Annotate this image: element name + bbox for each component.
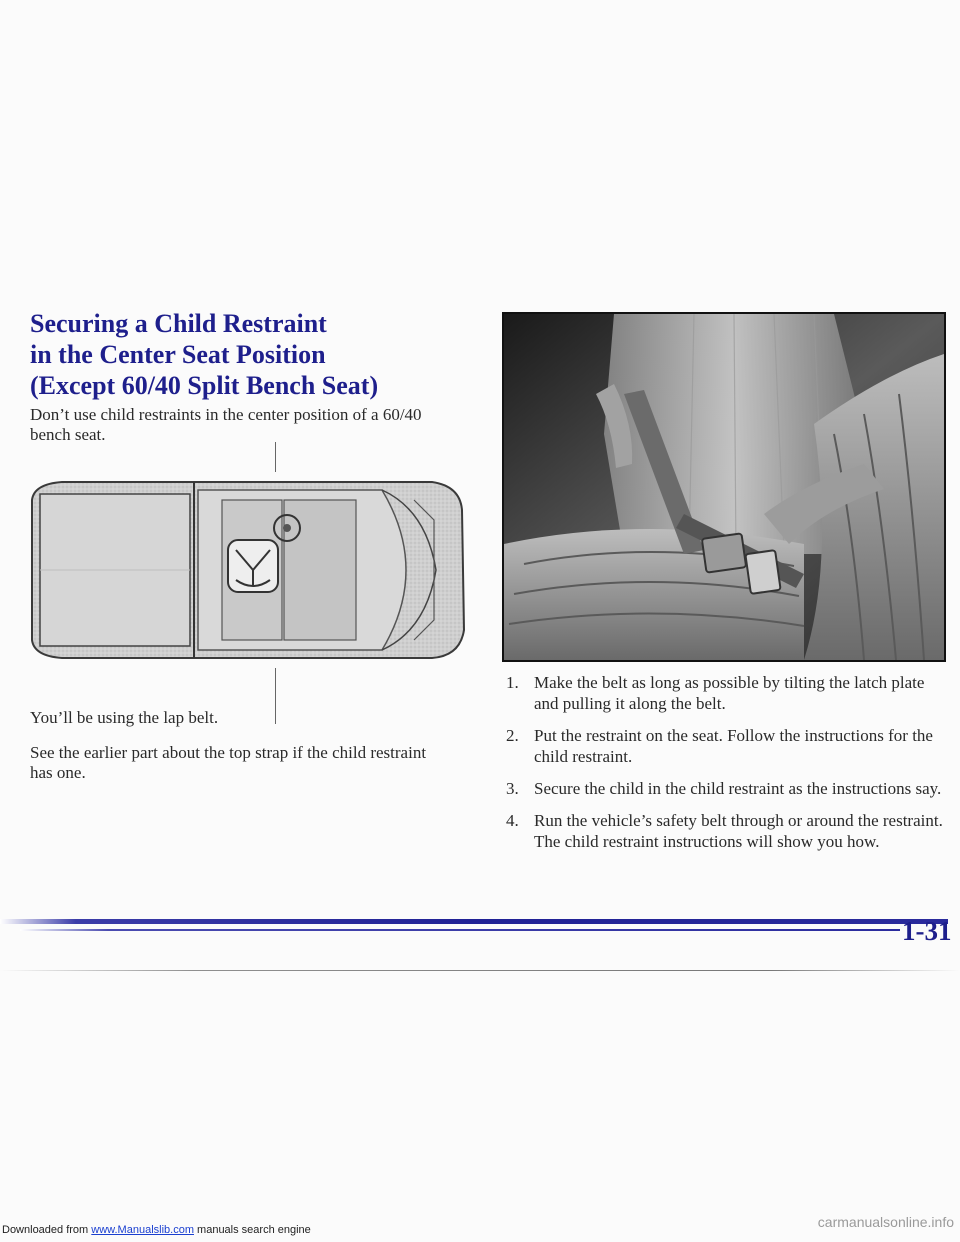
step-number: 4. xyxy=(506,811,519,830)
step-number: 3. xyxy=(506,779,519,798)
top-strap-text: See the earlier part about the top strap if the child restraint has one. xyxy=(30,743,427,782)
heading-line-3: (Except 60/40 Split Bench Seat) xyxy=(30,371,379,400)
download-footer xyxy=(2,1224,311,1236)
section-heading xyxy=(30,308,460,401)
heading-line-1: Securing a Child Restraint xyxy=(30,309,327,338)
divider-bottom xyxy=(0,970,960,971)
divider-thick xyxy=(0,919,948,924)
divider-thin xyxy=(20,929,900,931)
step-item xyxy=(500,810,950,852)
watermark-text: carmanualsonline.info xyxy=(817,1214,954,1230)
step-text: Secure the child in the child restraint as the instructions say. xyxy=(534,779,942,798)
steps-list xyxy=(500,672,950,863)
step-number: 2. xyxy=(506,726,519,745)
footer-suffix: manuals search engine xyxy=(193,1224,311,1236)
car-top-view-illustration xyxy=(22,470,468,670)
step-item xyxy=(500,778,950,799)
buckling-belt-photo xyxy=(502,312,946,662)
step-item xyxy=(500,725,950,767)
page-number: 1-31 xyxy=(902,916,952,946)
step-number: 1. xyxy=(506,673,519,692)
step-item xyxy=(500,672,950,714)
photo-placeholder-illustration xyxy=(504,314,944,660)
intro-paragraph: Don’t use child restraints in the center position of a 60/40 bench seat. xyxy=(30,405,422,444)
step-text: Run the vehicle’s safety belt through or around the restraint. The child restraint instructions will show you how. xyxy=(534,811,943,851)
callout-line-top xyxy=(275,442,276,472)
manualslib-link[interactable]: www.Manualslib.com xyxy=(91,1224,194,1236)
heading-line-2: in the Center Seat Position xyxy=(30,340,326,369)
step-text: Make the belt as long as possible by tilting the latch plate and pulling it along the belt. xyxy=(534,673,925,713)
lap-belt-text: You’ll be using the lap belt. xyxy=(30,708,219,727)
step-text: Put the restraint on the seat. Follow the instructions for the child restraint. xyxy=(534,726,933,766)
footer-prefix: Downloaded from xyxy=(2,1224,92,1236)
